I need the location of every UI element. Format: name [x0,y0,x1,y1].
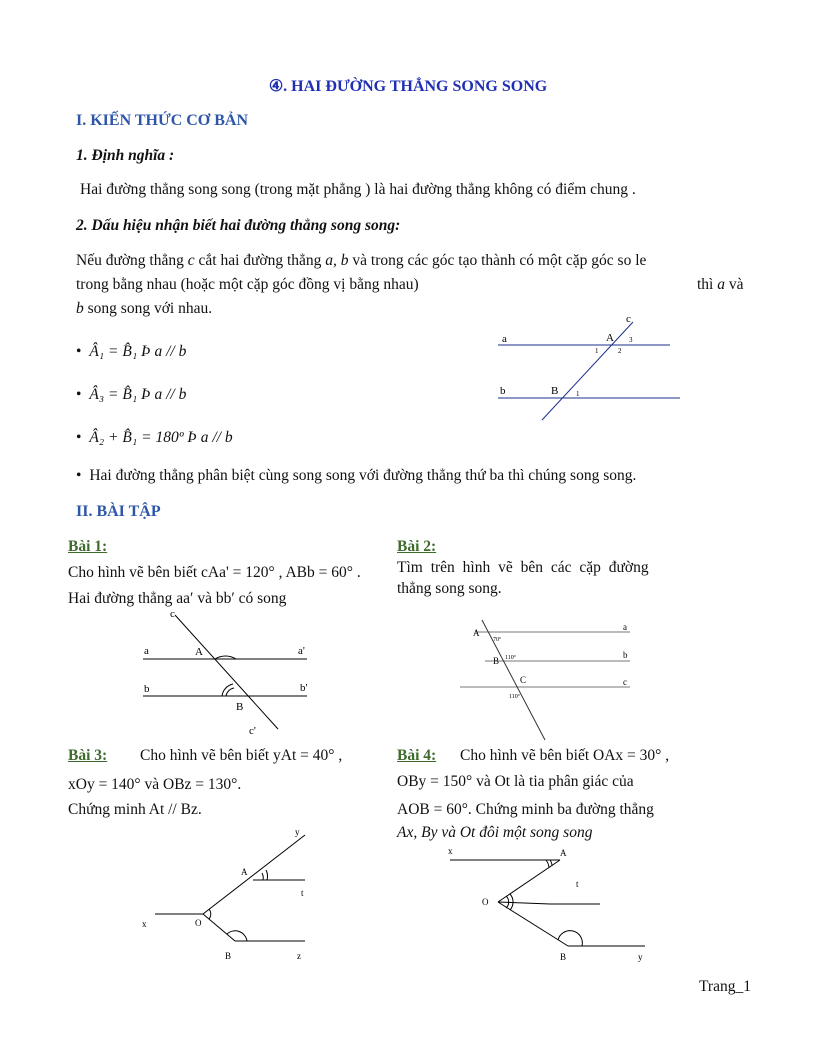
exercise-2-line-2: thẳng song song. [397,580,502,597]
angle-label-70: 70º [493,637,501,643]
angle-arc-A-outer [266,870,267,880]
label-A: A [606,332,614,344]
label-A: A [560,848,567,858]
angle-arc-B [558,931,582,946]
exercise-3-line-1: Cho hình vẽ bên biết yAt = 40° , [140,747,343,764]
angle-label-b1: 1 [576,390,580,398]
label-b: b [144,683,150,695]
bullet-text: Â₃ = B̂₁ Þ a // b [89,386,187,403]
label-a: a [502,333,507,345]
line-c [542,322,633,420]
exercise-1-line-1: Cho hình vẽ bên biết cAa' = 120° , ABb = 60° . [68,564,361,581]
angle-arc-B [227,931,247,941]
label-B: B [560,952,567,962]
label-C: C [520,675,527,685]
sign-text-var-c: c [187,252,195,269]
angle-label-3: 3 [629,336,633,344]
page-footer: Trang_1 [699,978,751,995]
label-B: B [493,656,500,666]
exercise-3-line-2: xOy = 140° và OBz = 130°. [68,776,242,793]
label-b-prime: b' [300,682,308,694]
bullet-glyph: • [76,386,82,403]
label-b: b [623,650,628,660]
angle-arc-B-inner [226,688,234,696]
sign-heading: 2. Dấu hiệu nhận biết hai đường thẳng song song: [76,217,401,234]
segment-OB [498,902,568,946]
exercise-2-line-1: Tìm trên hình vẽ bên các cặp đường [397,559,649,576]
label-c: c [170,608,175,620]
angle-label-110-b: 110º [505,655,516,661]
exercise-3-line-3: Chứng minh At // Bz. [68,801,202,818]
bullet-item [76,429,233,447]
sign-text-part: thì [697,276,718,293]
sign-text-line-3 [76,300,212,318]
label-a-prime: a' [298,645,305,657]
parallel-lines-figure [490,312,690,427]
definition-heading: 1. Định nghĩa : [76,147,175,164]
section-heading-exercises: II. BÀI TẬP [76,503,161,520]
exercise-4-line-2: OBy = 150° và Ot là tia phân giác của [397,773,634,790]
sign-text-var-a: a [717,276,725,293]
segment-AO [498,860,560,902]
label-O: O [195,918,202,928]
exercise-2-heading: Bài 2: [397,538,437,555]
exercise-4-figure [440,840,660,970]
label-b: b [500,385,506,397]
exercise-1-figure [135,610,335,740]
sign-text-line-2-right [697,276,744,294]
angle-arc-O [209,909,211,919]
bullet-glyph: • [76,429,82,446]
page-title: ④. HAI ĐƯỜNG THẲNG SONG SONG [268,78,548,95]
bullet-glyph: • [76,467,82,484]
angle-label-2: 2 [618,347,622,355]
label-t: t [301,888,304,898]
bullet-glyph: • [76,343,82,360]
section-heading-theory: I. KIẾN THỨC CƠ BẢN [76,112,249,129]
label-z: z [297,951,301,961]
angle-label-110-c: 110º [509,694,520,700]
bullet-text: Hai đường thẳng phân biệt cùng song song với đường thẳng thứ ba thì chúng song song. [89,467,637,484]
angle-arc-A [550,860,552,866]
label-B: B [236,701,244,713]
sign-text-var-b: b [76,300,84,317]
angle-arc-A-outer [546,860,549,868]
exercise-4-line-1: Cho hình vẽ bên biết OAx = 30° , [460,747,670,764]
ray-Oy [203,835,305,914]
label-y: y [638,952,643,962]
angle-arc-A [262,873,263,880]
segment-OB [203,914,235,941]
label-x: x [448,846,453,856]
sign-text-part: Nếu đường thẳng [76,252,188,269]
bullet-item [76,343,186,361]
label-c-prime: c' [249,725,256,737]
label-A: A [195,646,203,658]
line-cc [175,615,278,729]
angle-label-1: 1 [595,347,599,355]
exercise-1-heading: Bài 1: [68,538,108,555]
sign-text-part: và [725,276,744,293]
exercise-2-figure [455,615,645,745]
bullet-text: Â₂ + B̂₁ = 180º Þ a // b [89,429,233,446]
sign-text-line-1 [76,252,646,270]
label-x: x [142,919,147,929]
sign-text-part: song song với nhau. [83,300,213,317]
label-c: c [626,313,631,325]
label-c: c [623,677,627,687]
ray-Ot [498,902,550,904]
label-y: y [295,827,300,837]
transversal [482,620,545,740]
label-B: B [551,385,559,397]
exercise-3-heading: Bài 3: [68,747,108,764]
angle-arc-B [222,684,233,696]
label-a: a [144,645,149,657]
bullet-item [76,386,186,404]
sign-text-part: cắt hai đường thẳng [194,252,326,269]
bullet-item [76,467,636,485]
exercise-4-line-3: AOB = 60°. Chứng minh ba đường thẳng [397,801,654,818]
label-a: a [623,622,627,632]
label-O: O [482,897,489,907]
exercise-4-line-4: Ax, By và Ot đôi một song song [397,824,593,841]
bullet-text: Â₁ = B̂₁ Þ a // b [89,343,187,360]
sign-text-var-ab: a, b [325,252,349,269]
label-A: A [241,867,248,877]
label-A: A [473,628,480,638]
label-B: B [225,951,232,961]
label-t: t [576,879,579,889]
exercise-1-line-2: Hai đường thẳng aa′ và bb′ có song [68,590,287,607]
exercise-4-heading: Bài 4: [397,747,437,764]
sign-text-part: và trong các góc tạo thành có một cặp góc so le [348,252,647,269]
definition-text: Hai đường thẳng song song (trong mặt phẳng ) là hai đường thẳng không có điểm chung . [80,181,636,198]
exercise-3-figure [135,825,335,965]
sign-text-line-2: trong bằng nhau (hoặc một cặp góc đồng vị bằng nhau) [76,276,419,293]
